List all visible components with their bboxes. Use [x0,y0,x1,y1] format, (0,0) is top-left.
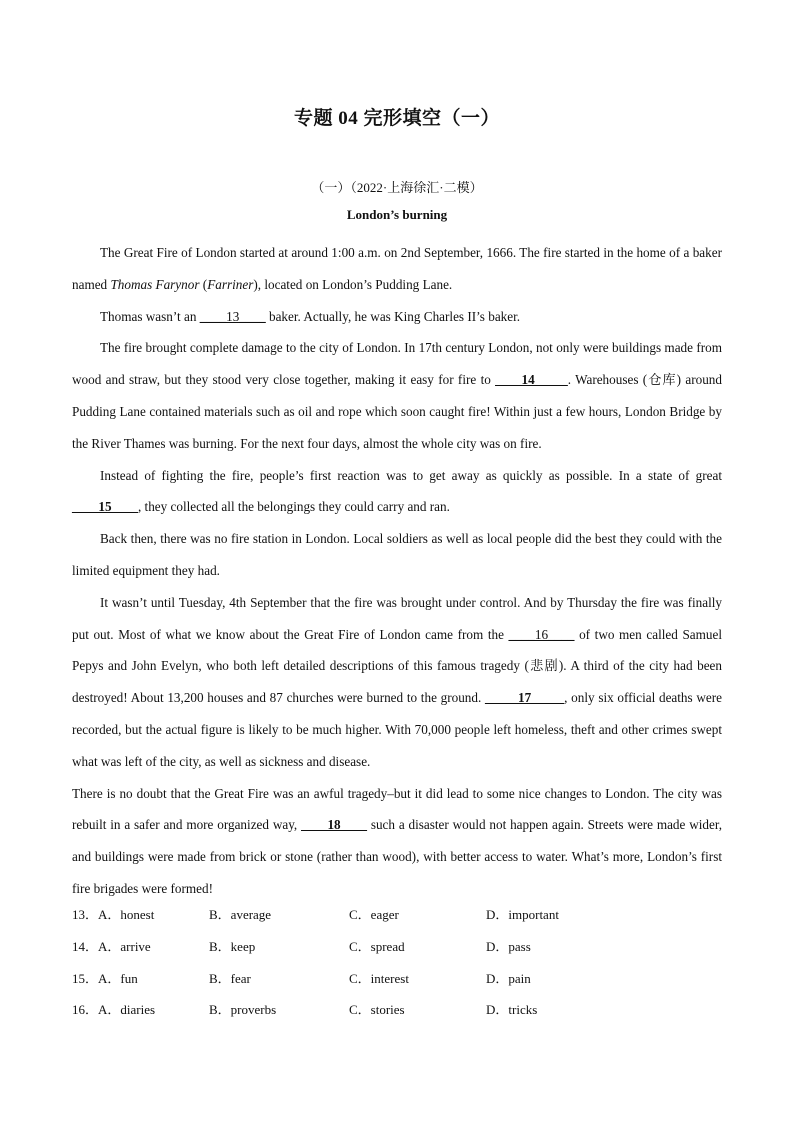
paragraph-4: Instead of fighting the fire, people’s first reaction was to get away as quickly as possible. In a state of great ____15____, they collected all the belongings they could carry and ran. [72,467,722,515]
paragraph-6: It wasn’t until Tuesday, 4th September that the fire was brought under control. And by Thursday the fire was finally put out. Most of what we know about the Great Fire of London came from the ____16____ of two men called Samuel Pepys and John Evelyn, who both left detailed descriptions of this famous tragedy (悲剧). A third of the city had been destroyed! About 13,200 houses and 87 churches were burned to the ground. _____17_____, only six official deaths were recorded, but the actual figure is likely to be much higher. With 70,000 people left homeless, theft and other crimes swept what was left of the city, as well as sickness and disease. [72,594,722,769]
option-b: B．keep [209,938,256,954]
option-b: B．proverbs [209,1002,277,1018]
option-c: C．spread [349,938,405,954]
option-d: D．pass [486,938,531,954]
option-b: B．fear [209,970,251,986]
option-a: 13．A．honest [72,907,155,922]
option-row-14 [72,936,722,968]
blank-15: ____15____ [72,499,138,515]
option-c: C．interest [349,970,409,986]
page-title: 专题 04 完形填空（一） [293,108,500,129]
option-a: 16．A．diaries [72,1002,156,1018]
paragraph-3: The fire brought complete damage to the city of London. In 17th century London, not only were buildings made from wood and straw, but they stood very close together, making it easy for fire to ____14_____. Warehouses (仓库) around Pudding Lane contained materials such as oil and rope which soon caught fire! Within just a few hours, London Bridge by the River Thames was burning. For the next four days, almost the whole city was on fire. [72,340,722,451]
passage-body [72,237,722,905]
option-a: 15．A．fun [72,970,138,986]
blank-16: ____16____ [508,626,575,642]
blank-17: _____17_____ [485,690,565,706]
name-italic: Farriner [207,276,254,292]
answer-options [72,904,722,1031]
paragraph-7: There is no doubt that the Great Fire was an awful tragedy–but it did lead to some nice changes to London. The city was rebuilt in a safer and more organized way, ____18____ such a disaster would not happen again. Streets were made wider, and buildings were made from brick or stone (rather than wood), with better access to water. What’s more, London’s first fire brigades were formed! [72,785,722,896]
option-a: 14．A．arrive [72,938,151,954]
name-italic: Thomas Farynor [110,276,200,292]
blank-18: ____18____ [301,817,367,833]
blank-14: ____14_____ [495,372,568,388]
blank-13: ____13____ [199,308,266,324]
section-label: （一）（2022·上海徐汇·二模） [311,180,483,195]
passage-heading: London’s burning [346,207,448,222]
option-row-16 [72,999,722,1031]
paragraph-5: Back then, there was no fire station in London. Local soldiers as well as local people did the best they could with the limited equipment they had. [72,531,722,578]
option-d: D．pain [486,970,531,986]
option-d: D．tricks [486,1002,538,1018]
option-row-15 [72,968,722,1000]
paragraph-1: The Great Fire of London started at around 1:00 a.m. on 2nd September, 1666. The fire started in the home of a baker named Thomas Farynor (Farriner), located on London’s Pudding Lane. [72,245,722,292]
option-c: C．eager [349,907,399,922]
option-b: B．average [209,907,272,922]
option-row-13 [72,904,722,936]
option-d: D．important [486,907,559,922]
option-c: C．stories [349,1002,405,1018]
paragraph-2: Thomas wasn’t an ____13____ baker. Actually, he was King Charles II’s baker. [100,308,521,324]
